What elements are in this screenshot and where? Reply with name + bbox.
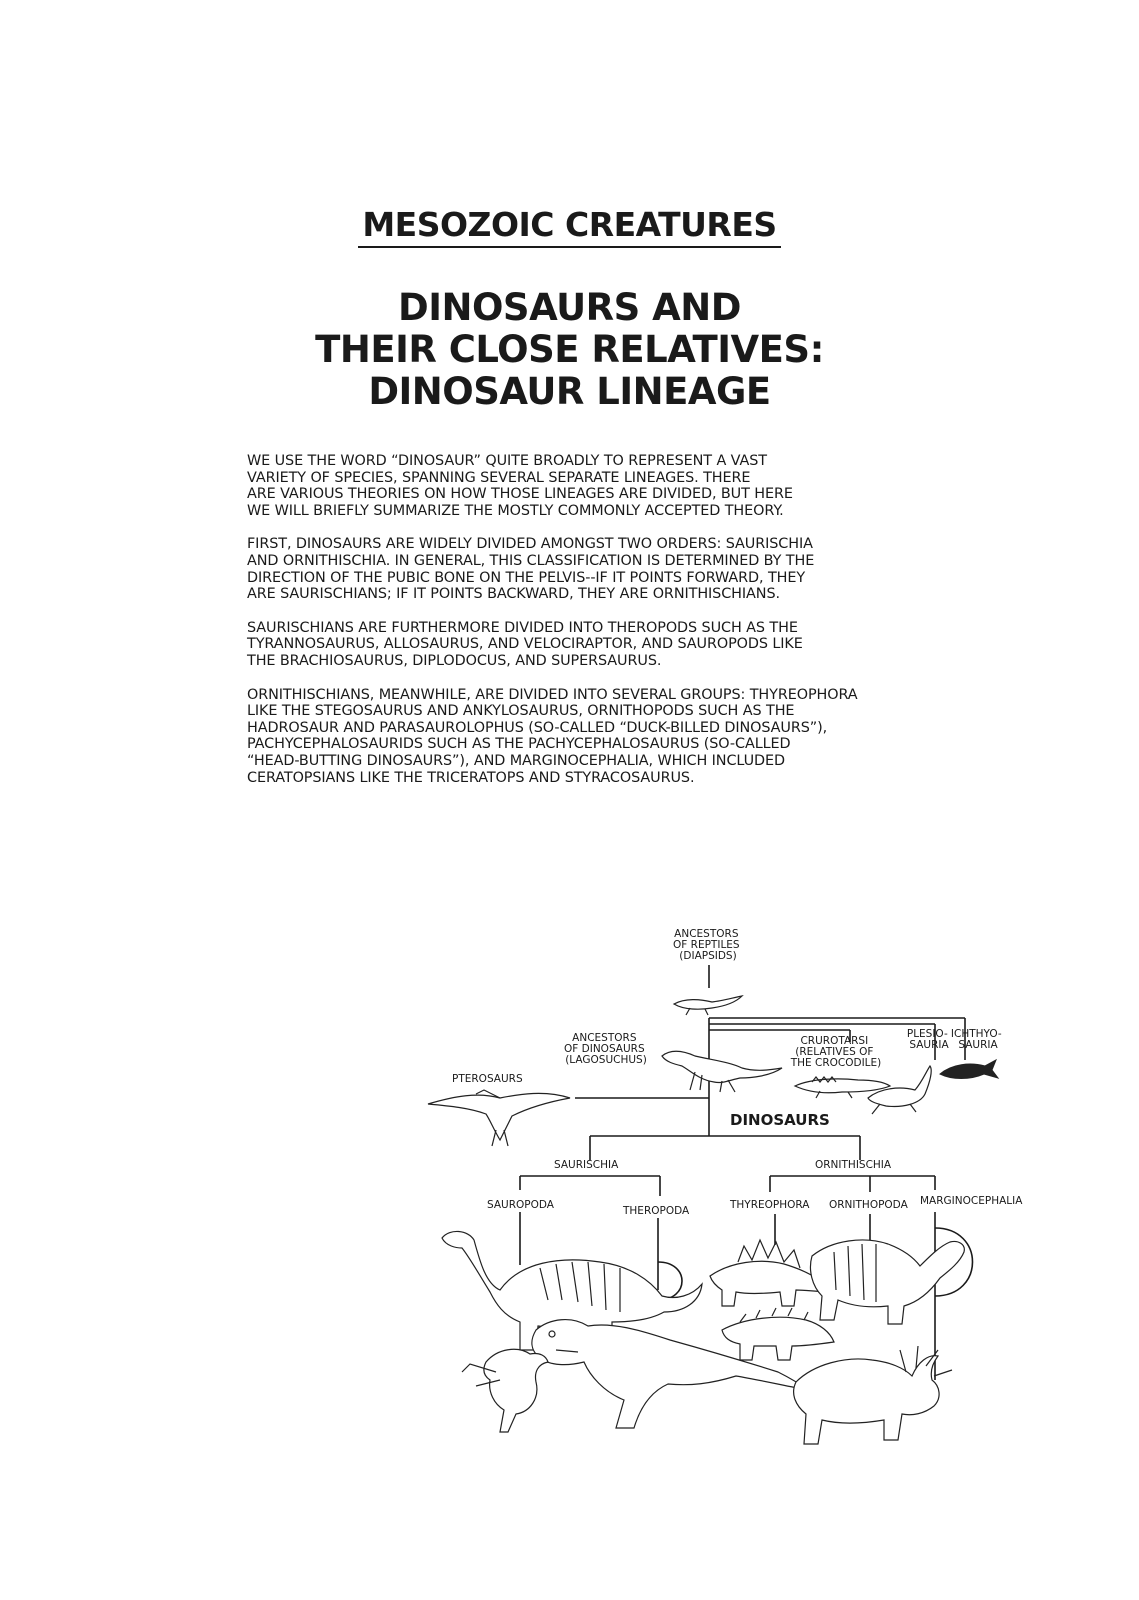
lagosuchus-illustration xyxy=(662,1051,782,1092)
text-line: VARIETY OF SPECIES, SPANNING SEVERAL SEPARATE LINEAGES. THERE xyxy=(247,469,751,486)
label-plesiosauria: PLESIO- SAURIA xyxy=(906,1028,949,1051)
ichthyosaur-illustration xyxy=(940,1060,998,1079)
label-crurotarsi: CRUROTARSI (RELATIVES OF THE CROCODILE) xyxy=(790,1035,882,1069)
text-line: FIRST, DINOSAURS ARE WIDELY DIVIDED AMONGST TWO ORDERS: SAURISCHIA xyxy=(247,536,813,553)
text-line: CERATOPSIANS LIKE THE TRICERATOPS AND STYRACOSAURUS. xyxy=(247,769,695,786)
text-line: LIKE THE STEGOSAURUS AND ANKYLOSAURUS, ORNITHOPODS SUCH AS THE xyxy=(247,703,795,720)
label-theropoda: THEROPODA xyxy=(623,1205,690,1217)
text-line: ARE VARIOUS THEORIES ON HOW THOSE LINEAGES ARE DIVIDED, BUT HERE xyxy=(247,486,793,503)
label-ancestors-reptiles: ANCESTORS OF REPTILES (DIAPSIDS) xyxy=(673,928,740,962)
label-marginocephalia: MARGINOCEPHALIA xyxy=(920,1195,1023,1207)
text-line: PACHYCEPHALOSAURIDS SUCH AS THE PACHYCEPHALOSAURUS (SO-CALLED xyxy=(247,736,791,753)
text-line: DIRECTION OF THE PUBIC BONE ON THE PELVIS--IF IT POINTS FORWARD, THEY xyxy=(247,569,806,586)
main-title-line: DINOSAURS AND xyxy=(398,286,741,329)
label-ancestors-dinosaurs: ANCESTORS OF DINOSAURS (LAGOSUCHUS) xyxy=(564,1032,647,1066)
styracosaurus-illustration xyxy=(794,1346,952,1444)
text-line: ARE SAURISCHIANS; IF IT POINTS BACKWARD, THEY ARE ORNITHISCHIANS. xyxy=(247,586,780,603)
main-title-line: DINOSAUR LINEAGE xyxy=(368,370,771,413)
text-line: THE BRACHIOSAURUS, DIPLODOCUS, AND SUPERSAURUS. xyxy=(247,652,662,669)
hadrosaur-illustration xyxy=(810,1240,964,1324)
diapsid-ancestor-illustration xyxy=(674,996,742,1015)
label-thyreophora: THYREOPHORA xyxy=(730,1199,810,1211)
text-line: AND ORNITHISCHIA. IN GENERAL, THIS CLASSIFICATION IS DETERMINED BY THE xyxy=(247,552,815,569)
raptor-illustration xyxy=(462,1349,548,1432)
ankylosaurus-illustration xyxy=(722,1308,834,1360)
text-line: WE WILL BRIEFLY SUMMARIZE THE MOSTLY COMMONLY ACCEPTED THEORY. xyxy=(247,502,784,519)
section-title-text: MESOZOIC CREATURES xyxy=(358,205,780,248)
text-line: TYRANNOSAURUS, ALLOSAURUS, AND VELOCIRAPTOR, AND SAUROPODS LIKE xyxy=(247,636,803,653)
label-dinosaurs: DINOSAURS xyxy=(730,1111,830,1129)
text-line: SAURISCHIANS ARE FURTHERMORE DIVIDED INTO THEROPODS SUCH AS THE xyxy=(247,619,798,636)
text-line: HADROSAUR AND PARASAUROLOPHUS (SO-CALLED “DUCK-BILLED DINOSAURS”), xyxy=(247,719,828,736)
text-line: WE USE THE WORD “DINOSAUR” QUITE BROADLY TO REPRESENT A VAST xyxy=(247,453,767,469)
label-pterosaurs: PTEROSAURS xyxy=(452,1073,523,1085)
label-sauropoda: SAUROPODA xyxy=(487,1199,554,1211)
main-title-line: THEIR CLOSE RELATIVES: xyxy=(315,328,824,371)
label-ornithopoda: ORNITHOPODA xyxy=(829,1199,908,1211)
label-saurischia: SAURISCHIA xyxy=(554,1159,619,1171)
text-line: ORNITHISCHIANS, MEANWHILE, ARE DIVIDED INTO SEVERAL GROUPS: THYREOPHORA xyxy=(247,686,858,703)
text-line: “HEAD-BUTTING DINOSAURS”), AND MARGINOCEPHALIA, WHICH INCLUDED xyxy=(247,752,785,769)
pterosaur-illustration xyxy=(428,1090,570,1146)
label-ornithischia: ORNITHISCHIA xyxy=(815,1159,892,1171)
label-ichthyosauria: ICHTHYO- SAURIA xyxy=(950,1028,1002,1051)
